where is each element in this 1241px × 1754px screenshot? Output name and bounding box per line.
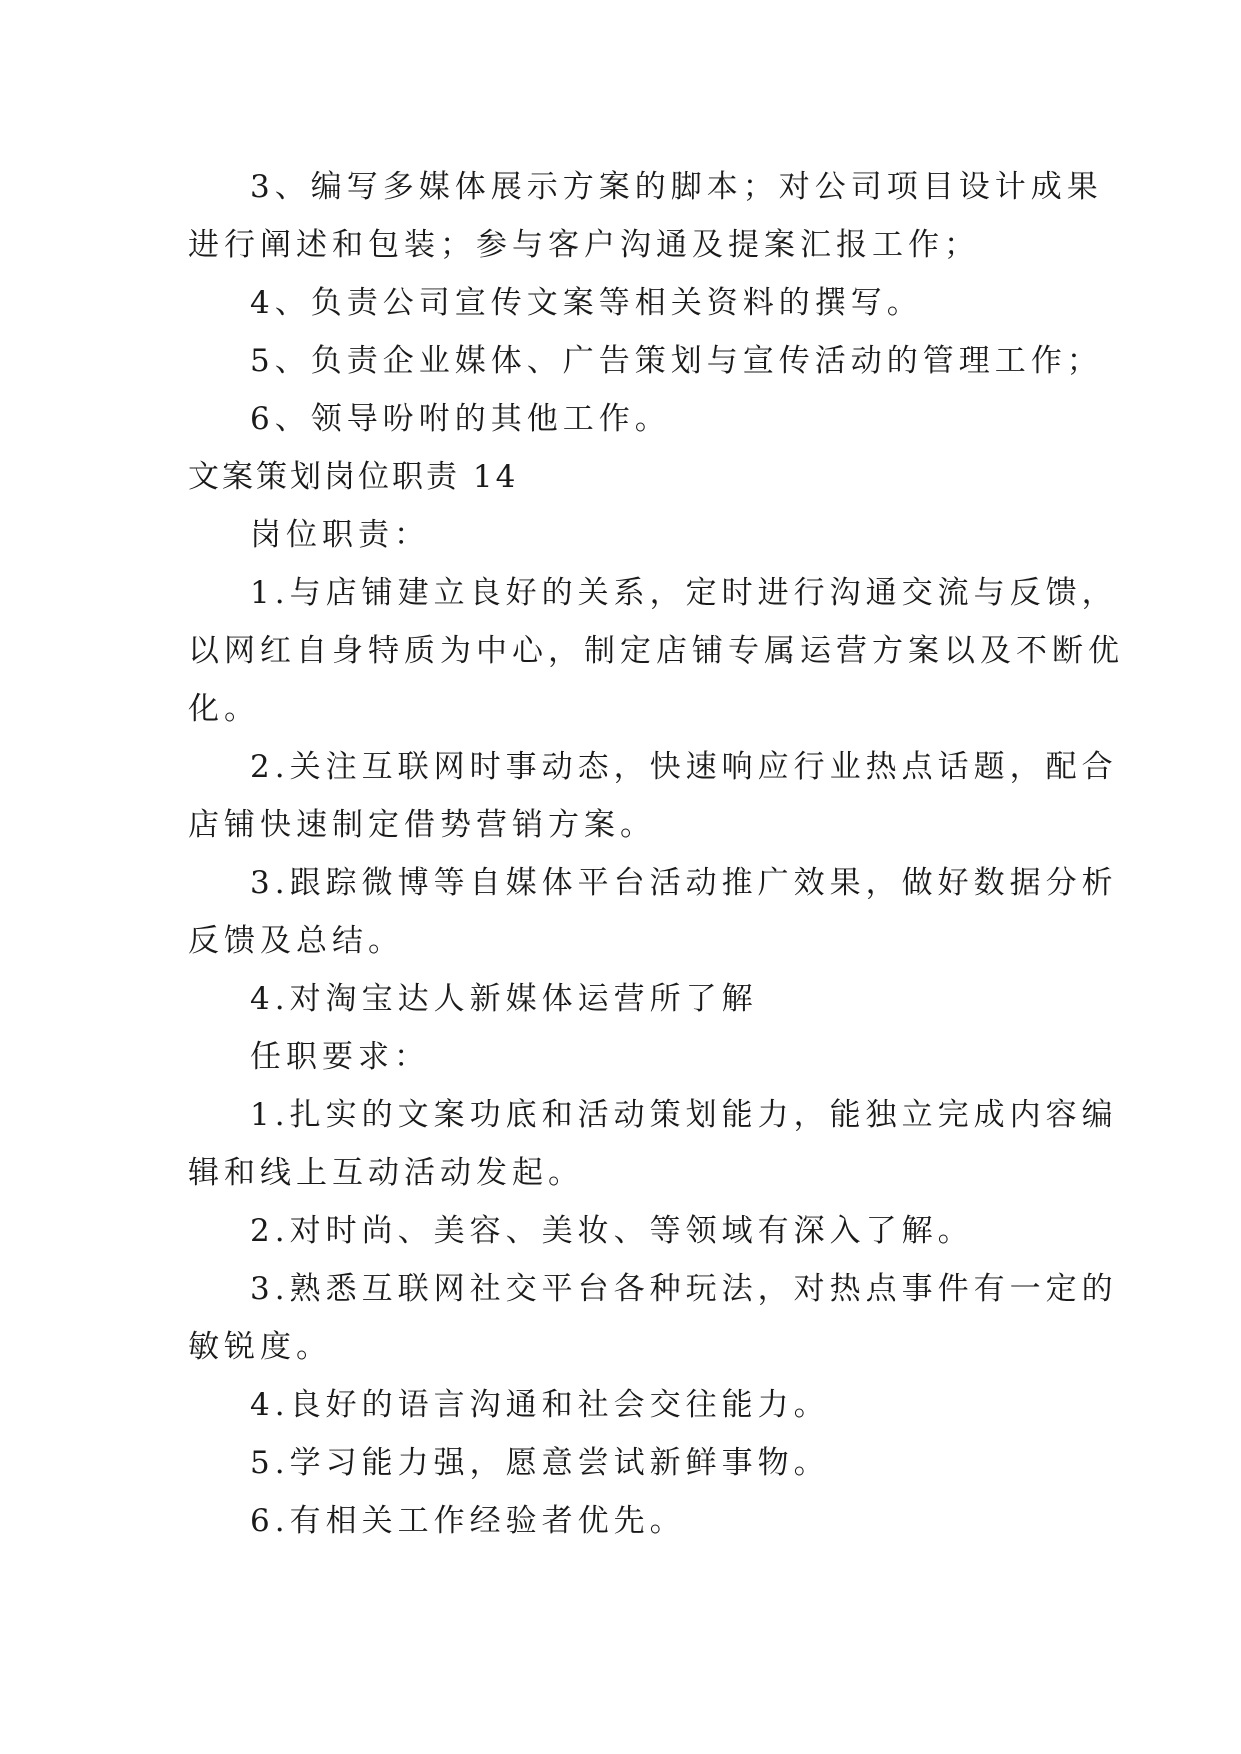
text-line: 化。 xyxy=(188,691,260,727)
text-line: 店铺快速制定借势营销方案。 xyxy=(188,807,656,843)
text-line: 以网红自身特质为中心，制定店铺专属运营方案以及不断优 xyxy=(188,633,1124,669)
text-line: 进行阐述和包装；参与客户沟通及提案汇报工作； xyxy=(188,227,980,263)
text-line: 4、负责公司宣传文案等相关资料的撰写。 xyxy=(250,285,923,321)
section-heading: 文案策划岗位职责 14 xyxy=(188,459,519,495)
text-line: 6.有相关工作经验者优先。 xyxy=(250,1503,686,1539)
text-line: 3.跟踪微博等自媒体平台活动推广效果，做好数据分析 xyxy=(250,865,1118,901)
text-line: 2.关注互联网时事动态，快速响应行业热点话题，配合 xyxy=(250,749,1118,785)
text-line: 6、领导吩咐的其他工作。 xyxy=(250,401,671,437)
text-line: 3、编写多媒体展示方案的脚本；对公司项目设计成果 xyxy=(250,169,1103,205)
subheading-requirements: 任职要求： xyxy=(250,1039,430,1075)
text-line: 4.良好的语言沟通和社会交往能力。 xyxy=(250,1387,830,1423)
text-line: 敏锐度。 xyxy=(188,1329,332,1365)
subheading-duties: 岗位职责： xyxy=(250,517,430,553)
text-line: 5、负责企业媒体、广告策划与宣传活动的管理工作； xyxy=(250,343,1103,379)
text-line: 3.熟悉互联网社交平台各种玩法，对热点事件有一定的 xyxy=(250,1271,1118,1307)
text-line: 反馈及总结。 xyxy=(188,923,404,959)
text-line: 4.对淘宝达人新媒体运营所了解 xyxy=(250,981,758,1017)
text-line: 5.学习能力强，愿意尝试新鲜事物。 xyxy=(250,1445,830,1481)
text-line: 2.对时尚、美容、美妆、等领域有深入了解。 xyxy=(250,1213,974,1249)
text-line: 辑和线上互动活动发起。 xyxy=(188,1155,584,1191)
text-line: 1.与店铺建立良好的关系，定时进行沟通交流与反馈， xyxy=(250,575,1118,611)
text-line: 1.扎实的文案功底和活动策划能力，能独立完成内容编 xyxy=(250,1097,1118,1133)
document-body xyxy=(188,158,1124,1550)
